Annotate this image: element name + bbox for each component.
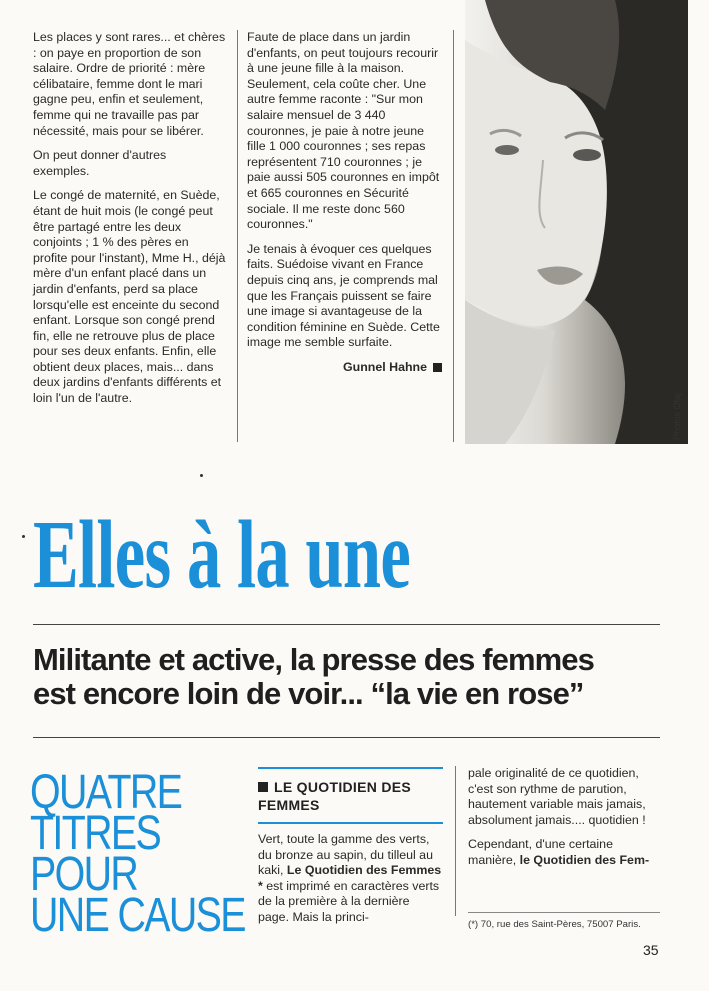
print-speck <box>200 474 203 477</box>
article-column-3 <box>258 832 443 935</box>
paragraph: Je tenais à évoquer ces quelques faits. Suédoise vivant en France depuis cinq ans, je comprends mal que les Français puissent se faire une image si avantageuse de la condition féminine en Suède. Cette image me semble surfaite. <box>247 241 440 350</box>
display-title-line: QUATRE <box>30 766 182 819</box>
section-heading-text: LE QUOTIDIEN DES FEMMES <box>258 779 412 813</box>
paragraph: Le congé de maternité, en Suède, étant de huit mois (le congé peut être partagé entre les deux conjoints ; 1 % des pères en profite pour l'instant), Mme H., déjà mère d'un enfant placé dans un jardin d'enfants, perd sa place lorsqu'elle est enceinte du second enfant. Lorsque son congé prend fin, elle ne retrouve plus de place pour ses deux enfants. Enfin, elle obtient deux places, mais... dans deux jardins d'enfants différents et loin l'un de l'autre. <box>33 188 226 406</box>
display-title-line: TITRES <box>30 807 161 860</box>
column-divider <box>453 30 454 442</box>
divider-rule <box>33 737 660 738</box>
paragraph: pale originalité de ce quotidien, c'est son rythme de parution, hautement variable mais jamais, absolument jamais.... quotidien ! <box>468 766 646 827</box>
portrait-photo <box>465 0 688 444</box>
article-column-2 <box>247 30 442 384</box>
divider-rule <box>33 624 660 625</box>
column-divider <box>237 30 238 442</box>
display-title-line: POUR <box>30 848 138 901</box>
author-signature <box>247 360 442 376</box>
paragraph: On peut donner d'autres exemples. <box>33 148 167 178</box>
publication-name: Le Quotidien des Femmes * <box>258 863 442 893</box>
photo-credit: Photos Ofaj <box>672 392 682 440</box>
bullet-square-icon <box>258 782 268 792</box>
paragraph: Les places y sont rares... et chères : on paye en proportion de son salaire. Ordre de priorité : mère célibataire, femme dont le mari gagne peu, enfin et seulement, femme qui ne travaille pas par nécessité, mais pour se libérer. <box>33 30 226 138</box>
headline: Elles à la une <box>33 501 411 609</box>
blue-rule <box>258 767 443 769</box>
blue-rule <box>258 822 443 824</box>
section-heading <box>258 778 443 814</box>
footnote-rule <box>468 912 660 913</box>
article-column-4 <box>468 766 660 878</box>
author-name: Gunnel Hahne <box>343 359 427 374</box>
publication-name: le Quotidien des Fem- <box>519 852 650 867</box>
print-speck <box>22 535 25 538</box>
display-title-line: UNE CAUSE <box>30 889 245 942</box>
text-run: Cependant, d'une certaine manière, <box>468 837 613 867</box>
footnote: (*) 70, rue des Saint-Pères, 75007 Paris. <box>468 919 641 930</box>
text-run: Vert, toute la gamme des verts, du bronze au sapin, du tilleul au kaki, <box>258 832 433 878</box>
section-display-title <box>30 766 250 942</box>
article-column-1 <box>33 30 226 416</box>
text-run: est imprimé en caractères verts de la première à la dernière page. Mais la princi- <box>258 878 440 924</box>
page-number: 35 <box>643 942 659 958</box>
paragraph <box>468 837 660 868</box>
subtitle: Militante et active, la presse des femmes est encore loin de voir... “la vie en rose” <box>33 642 594 711</box>
column-divider <box>455 766 456 916</box>
end-mark-icon <box>433 363 442 372</box>
paragraph <box>258 832 443 926</box>
paragraph: Faute de place dans un jardin d'enfants, on peut toujours recourir à une jeune fille à la maison. Seulement, cela coûte cher. Une autre femme raconte : "Sur mon salaire mensuel de 3 440 couronnes, je paie à notre jeune fille 1 000 couronnes ; ses repas représentent 710 couronnes ; je paie aussi 505 couronnes en impôt et 665 couronnes en Sécurité sociale. Il me reste donc 560 couronnes." <box>247 30 440 232</box>
